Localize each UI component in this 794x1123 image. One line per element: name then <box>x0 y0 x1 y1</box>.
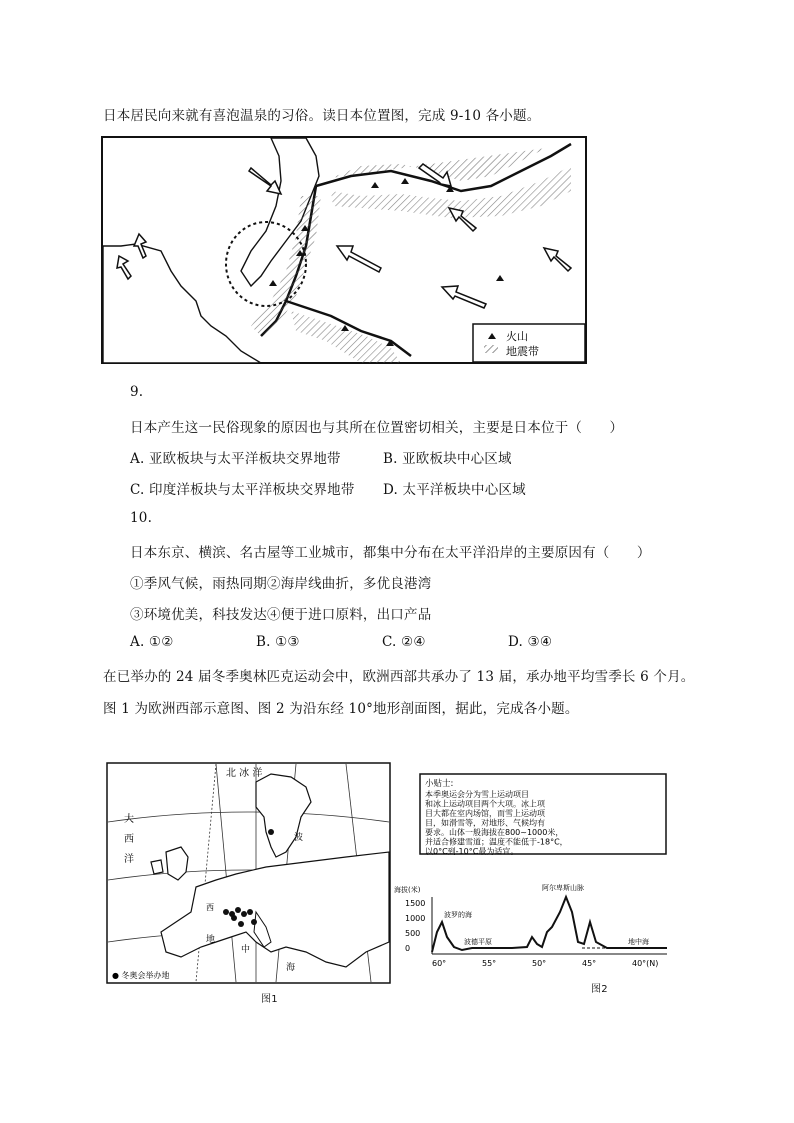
y-tick-label: 1000 <box>405 914 426 923</box>
q9-option-b[interactable]: B. 亚欧板块中心区域 <box>383 451 512 467</box>
tip-line: 目大都在室内场馆，而雪上运动项 <box>425 809 545 818</box>
y-tick-label: 0 <box>405 944 411 953</box>
tip-line: 并适合修建雪道；温度不能低于-18°C， <box>425 837 568 847</box>
ocean-atlantic-1: 大 <box>124 814 134 825</box>
ocean-atlantic-3: 洋 <box>124 854 134 865</box>
ocean-north: 北 冰 洋 <box>226 768 263 779</box>
q10-line-2: ③环境优美，科技发达④便于进口原料，出口产品 <box>130 607 432 623</box>
x-tick-label: 55° <box>482 959 497 968</box>
x-tick-label: 40°(N) <box>632 959 659 968</box>
tip-line: 要求。山体一般海拔在800~1000米， <box>425 828 564 837</box>
ocean-atlantic-2: 西 <box>124 834 134 845</box>
x-tick-label: 50° <box>532 959 547 968</box>
q10-option-a[interactable]: A. ①② <box>130 634 174 650</box>
intro-text-1: 日本居民向来就有喜泡温泉的习俗。读日本位置图，完成 9-10 各小题。 <box>103 108 541 124</box>
x-tick-label: 45° <box>582 959 597 968</box>
profile-ylabel: 海拔(米) <box>394 886 421 894</box>
q10-option-c[interactable]: C. ②④ <box>382 634 426 650</box>
q10-stem: 日本东京、横滨、名古屋等工业城市，都集中分布在太平洋沿岸的主要原因有（ ） <box>130 545 651 561</box>
intro-text-2: 在已举办的 24 届冬季奥林匹克运动会中，欧洲西部共承办了 13 届，承办地平均雪季长 6 个月。 <box>103 669 695 685</box>
y-tick-label: 500 <box>405 929 421 938</box>
q9-stem: 日本产生这一民俗现象的原因也与其所在位置密切相关，主要是日本位于（ ） <box>130 420 624 436</box>
sea-med-2: 中 <box>241 945 251 955</box>
q9-number: 9. <box>130 384 144 400</box>
legend-volcano: 火山 <box>506 330 528 343</box>
tip-line: 和冰上运动项目两个大项。冰上项 <box>425 799 545 809</box>
sea-med: 地 <box>206 935 216 945</box>
intro-text-3: 图 1 为欧洲西部示意图、图 2 为沿东经 10°地形剖面图，据此，完成各小题。 <box>103 701 579 717</box>
fig2-caption: 图2 <box>591 984 608 995</box>
q9-option-c[interactable]: C. 印度洋板块与太平洋板块交界地带 <box>130 482 355 498</box>
x-tick-label: 60° <box>432 959 447 968</box>
label-xi: 西 <box>206 903 214 912</box>
label-med: 地中海 <box>628 938 649 946</box>
japan-location-map <box>101 136 587 364</box>
label-alps: 阿尔卑斯山脉 <box>542 884 584 892</box>
q10-option-d[interactable]: D. ③④ <box>508 634 553 650</box>
q9-option-d[interactable]: D. 太平洋板块中心区域 <box>383 482 526 498</box>
europe-map-figure <box>106 762 391 984</box>
q10-number: 10. <box>130 510 153 526</box>
label-plain: 波德平原 <box>464 938 492 946</box>
q9-option-a[interactable]: A. 亚欧板块与太平洋板块交界地带 <box>130 451 341 467</box>
sea-hai: 海 <box>286 963 296 973</box>
tip-line: 以0°C到-10°C最为适宜。 <box>425 847 519 856</box>
fig1-caption: 图1 <box>261 994 278 1005</box>
label-sea: 波罗的海 <box>444 911 472 919</box>
tip-title: 小贴士: <box>425 779 454 789</box>
q10-line-1: ①季风气候，雨热同期②海岸线曲折，多优良港湾 <box>130 576 432 592</box>
label-bo: 波 <box>294 833 304 843</box>
tip-line: 本季奥运会分为雪上运动项目 <box>425 790 529 799</box>
q10-option-b[interactable]: B. ①③ <box>256 634 300 650</box>
map-legend: ● 冬奥会举办地 <box>112 971 170 980</box>
legend-quake: 地震带 <box>506 345 539 358</box>
tip-line: 目，如滑雪等，对地形、气候均有 <box>425 818 545 828</box>
y-tick-label: 1500 <box>405 899 426 908</box>
profile-figure <box>392 772 674 970</box>
